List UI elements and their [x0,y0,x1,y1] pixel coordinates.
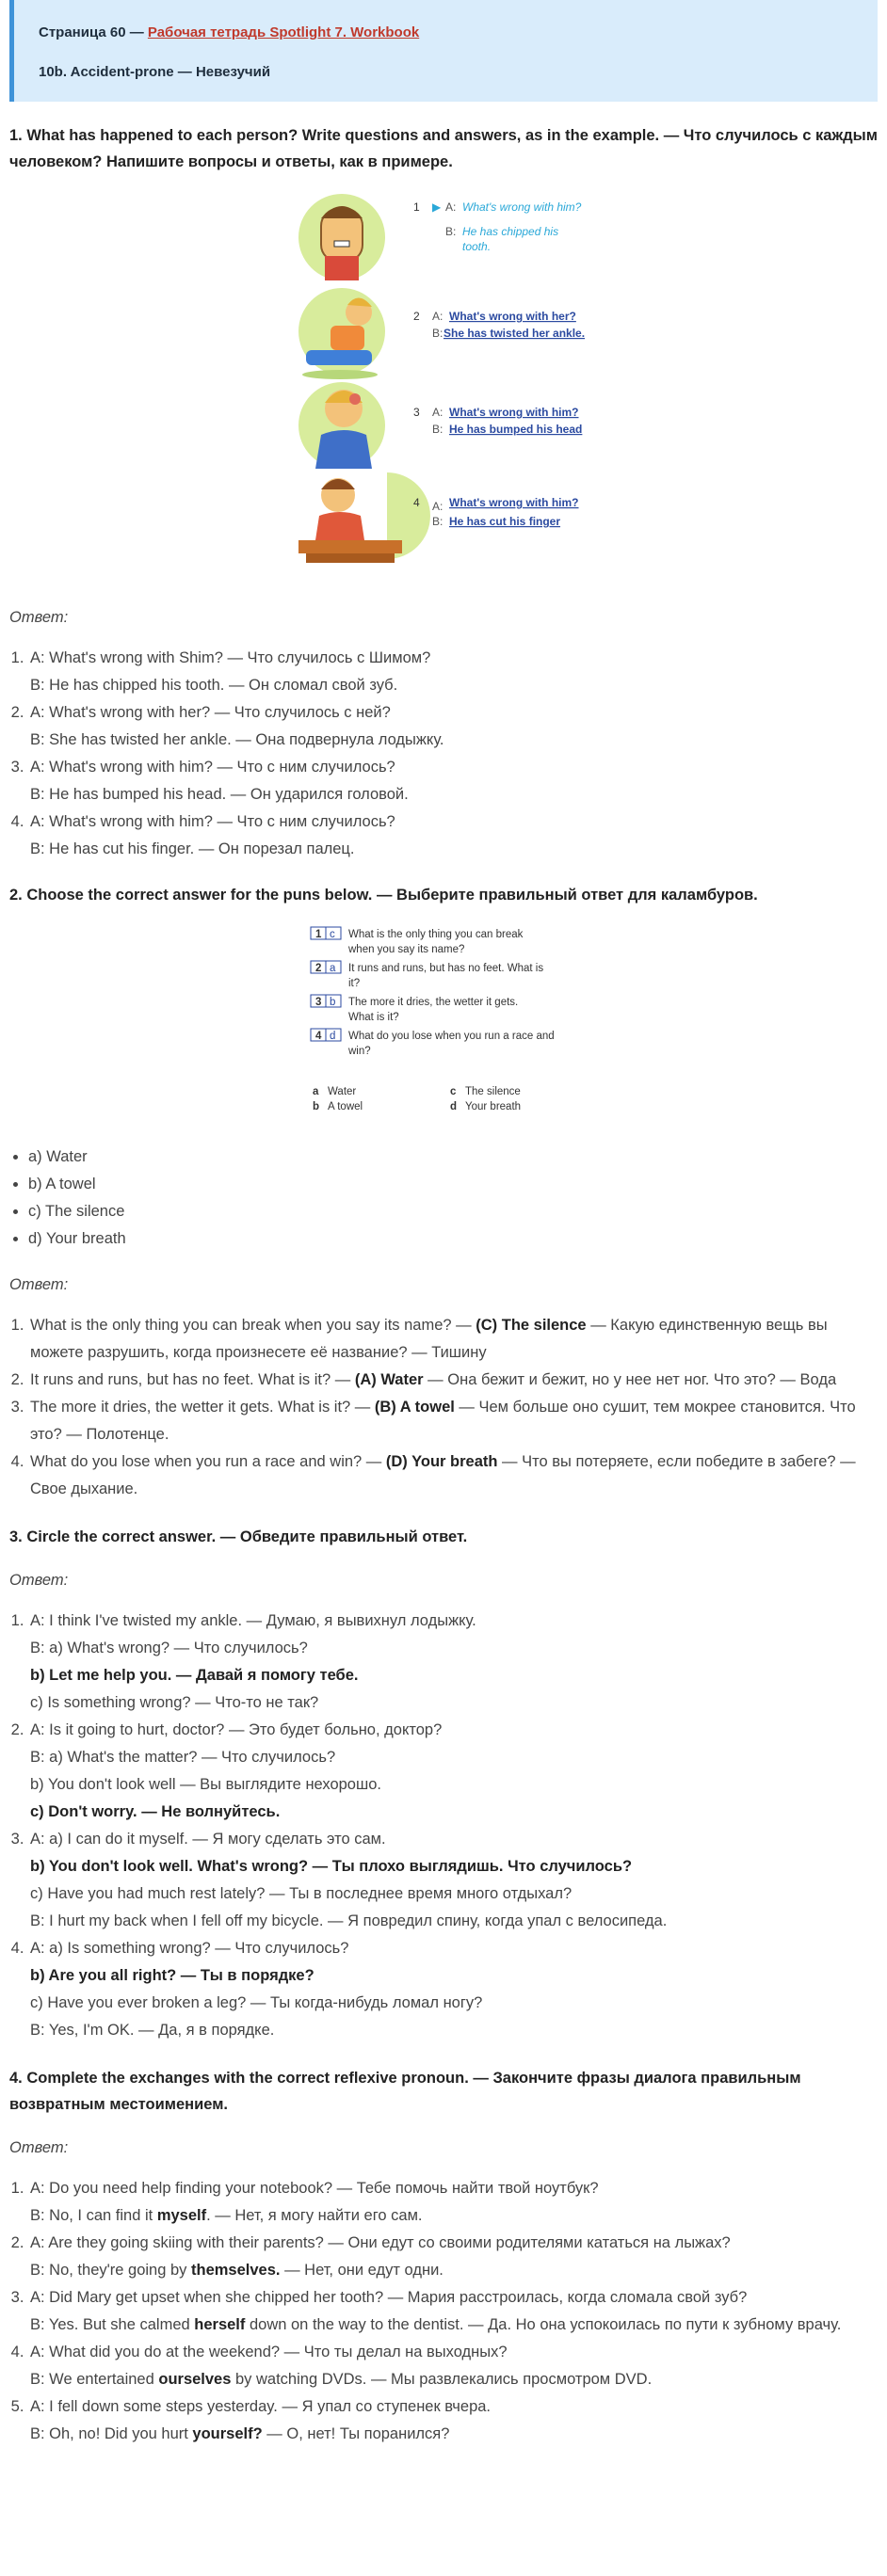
ex1-q4: What's wrong with him? [449,496,579,509]
pun-box-3 [311,995,341,1008]
page-header [9,0,878,102]
text-part: — Нет, они едут одни. [280,2262,444,2279]
section-title: 10b. Accident-prone — Невезучий [39,64,271,80]
page-number: Страница 60 — [39,24,148,40]
list-item [28,1367,878,1394]
list-item [28,1608,878,1717]
list-item: • d) Your breath [28,1225,878,1253]
ex1-arrow: ▶ [432,200,442,214]
dialog-line: B: a) What's wrong? — Что случилось? [30,1640,308,1656]
pun-1-line2: when you say its name? [348,944,465,955]
text-part: B: Oh, no! Did you hurt [30,2425,193,2442]
dialog-line [30,2257,878,2284]
translation-text: — Какую единственную вещь вы можете разрушить, когда произнесете её название? — Тишину [30,1317,828,1361]
list-item [28,2393,878,2448]
dialog-line: 2. A: Is it going to hurt, doctor? — Это будет больно, доктор? [30,1721,443,1738]
correct-answer-line: c) Don't worry. — Не волнуйтесь. [30,1803,281,1820]
dialog-line [30,2312,878,2339]
exercise-3-answer-label: Ответ: [9,1572,69,1589]
exercise-2-options [9,1144,878,1253]
dialog-line: B: a) What's the matter? — Что случилось? [30,1749,336,1766]
text-part: by watching DVDs. — Мы развлекались просмотром DVD. [231,2371,653,2388]
text-part: down on the way to the dentist. — Да. Но она успокоилась по пути к зубному врачу. [245,2316,842,2333]
ex1-num-3: 3 [413,406,420,419]
list-item [28,808,878,863]
list-item [28,1717,878,1826]
pun-box-2 [311,961,341,974]
ex1-a-label-3: A: [432,406,444,419]
reflexive-pronoun: themselves. [191,2262,281,2279]
ex1-q3: What's wrong with him? [449,406,579,419]
answer-line: 2. A: What's wrong with her? — Что случилось с ней? [30,704,391,721]
list-item [28,1935,878,2044]
ex1-num-2: 2 [413,310,420,323]
answer-text: (D) Your breath [385,1453,498,1470]
list-item [28,645,878,699]
exercise-3-title: 3. Circle the correct answer. — Обведите правильный ответ. [9,1528,468,1545]
list-item [28,1448,878,1503]
dialog-line: B: I hurt my back when I fell off my bicycle. — Я повредил спину, когда упал с велосипеда. [30,1912,668,1929]
box-number: 2 [315,963,322,974]
ex1-a1-line2: tooth. [462,240,492,253]
person-1-illustration [298,194,385,280]
pun-4-line2: win? [348,1046,371,1057]
exercise-1-answer-label: Ответ: [9,609,69,626]
person-2-illustration [298,288,385,379]
opt-a-letter: a [313,1086,319,1097]
dialog-line: b) You don't look well — Вы выглядите нехорошо. [30,1776,381,1793]
exercise-4-answer-label: Ответ: [9,2139,69,2156]
box-letter: b [330,997,336,1008]
dialog-line: 1. A: I think I've twisted my ankle. — Думаю, я вывихнул лодыжку. [30,1612,476,1629]
dialog-line: B: Yes, I'm OK. — Да, я в порядке. [30,2022,275,2039]
translation-text: — Что вы потеряете, если победите в забеге? — Свое дыхание. [30,1453,856,1497]
opt-b-text: A towel [328,1101,363,1112]
ex1-b-label-4: B: [432,515,444,528]
exercise-2-answers [9,1312,878,1503]
ex1-a1-line1: He has chipped his [462,225,559,238]
dialog-line [30,2366,878,2393]
ex1-a4: He has cut his finger [449,515,561,528]
exercise-4-answers [9,2175,878,2448]
correct-answer-line: b) Are you all right? — Ты в порядке? [30,1967,314,1984]
text-part: . — Нет, я могу найти его сам. [206,2207,423,2224]
ex1-b-label-3: B: [432,423,444,436]
person-3-illustration [298,382,385,469]
exercise-2-image [307,923,580,1130]
text-part: B: We entertained [30,2371,159,2388]
list-item [28,1826,878,1935]
answer-line: B: She has twisted her ankle. — Она подвернула лодыжку. [30,731,444,748]
exercise-1-answers [9,645,878,863]
dialog-line: 3. A: Did Mary get upset when she chipped her tooth? — Мария расстроилась, когда сломала свой зуб? [30,2289,748,2306]
question-text: It runs and runs, but has no feet. What is it? — [30,1371,355,1388]
list-item [28,2175,878,2230]
answer-line: B: He has chipped his tooth. — Он сломал свой зуб. [30,677,398,694]
box-letter: a [330,963,336,974]
ex1-q2: What's wrong with her? [449,310,576,323]
box-letter: c [330,929,335,940]
translation-text: — Она бежит и бежит, но у нее нет ног. Что это? — Вода [423,1371,837,1388]
pun-1-line1: What is the only thing you can break [348,929,524,940]
opt-d-text: Your breath [465,1101,522,1112]
box-number: 4 [315,1031,322,1042]
question-text: The more it dries, the wetter it gets. What is it? — [30,1399,375,1416]
ex1-num-1: 1 [413,200,420,214]
exercise-2-title: 2. Choose the correct answer for the puns below. — Выберите правильный ответ для каламбуров. [9,887,758,904]
box-number: 1 [315,929,322,940]
dialog-line [30,2421,878,2448]
opt-a-text: Water [328,1086,357,1097]
list-item [28,754,878,808]
exercise-3-answers [9,1608,878,2044]
workbook-link[interactable]: Рабочая тетрадь Spotlight 7. Workbook [147,24,420,40]
question-text: What is the only thing you can break when you say its name? — [30,1317,476,1334]
answer-line: B: He has bumped his head. — Он ударился головой. [30,786,409,803]
list-item: • c) The silence [28,1198,878,1225]
pun-4-line1: What do you lose when you run a race and [348,1031,555,1042]
ex1-b-label-1: B: [445,225,457,238]
ex1-b-label-2: B: [432,327,444,340]
text-part: B: No, I can find it [30,2207,157,2224]
pun-2-line1: It runs and runs, but has no feet. What is [348,963,544,974]
dialog-line: 3. A: a) I can do it myself. — Я могу сделать это сам. [30,1831,386,1848]
exercise-1-title: 1. What has happened to each person? Write questions and answers, as in the example. — Что случилось с каждым человеком? Напишите вопросы и ответы, как в примере. [9,127,878,170]
reflexive-pronoun: ourselves [158,2371,232,2388]
reflexive-pronoun: herself [194,2316,246,2333]
dialog-line: 1. A: Do you need help finding your notebook? — Тебе помочь найти твой ноутбук? [30,2180,599,2197]
answer-text: (A) Water [354,1371,424,1388]
list-item [28,2339,878,2393]
list-item [28,2230,878,2284]
list-item: • b) A towel [28,1171,878,1198]
exercise-4-title: 4. Complete the exchanges with the correct reflexive pronoun. — Закончите фразы диалога правильным возвратным местоимением. [9,2070,801,2113]
list-item [28,2284,878,2339]
answer-text: (B) A towel [374,1399,455,1416]
list-item: • a) Water [28,1144,878,1171]
opt-d-letter: d [450,1101,458,1112]
translation-text: — Чем больше оно сушит, тем мокрее становится. Что это? — Полотенце. [30,1399,856,1443]
question-text: What do you lose when you run a race and win? — [30,1453,386,1470]
correct-answer-line: b) Let me help you. — Давай я помогу тебе. [30,1667,359,1684]
reflexive-pronoun: yourself? [192,2425,263,2442]
opt-c-text: The silence [465,1086,521,1097]
list-item [28,1312,878,1367]
answer-line: 3. A: What's wrong with him? — Что с ним случилось? [30,759,395,776]
ex1-a-label-2: A: [432,310,444,323]
box-letter: d [330,1031,336,1042]
ex1-q1: What's wrong with him? [462,200,582,214]
pun-3-line1: The more it dries, the wetter it gets. [348,997,519,1008]
person-4-illustration [298,472,430,563]
pun-box-1 [311,927,341,940]
correct-answer-line: b) You don't look well. What's wrong? — Ты плохо выглядишь. Что случилось? [30,1858,633,1875]
ex1-num-4: 4 [413,496,420,509]
box-number: 3 [315,997,322,1008]
pun-box-4 [311,1029,341,1042]
answer-line: 4. A: What's wrong with him? — Что с ним случилось? [30,813,395,830]
answer-line: 1. A: What's wrong with Shim? — Что случилось с Шимом? [30,649,431,666]
dialog-line: c) Is something wrong? — Что-то не так? [30,1694,319,1711]
dialog-line: 4. A: a) Is something wrong? — Что случилось? [30,1940,349,1957]
answer-text: (C) The silence [476,1317,587,1334]
list-item [28,1394,878,1448]
text-part: — О, нет! Ты поранился? [262,2425,450,2442]
dialog-line: c) Have you had much rest lately? — Ты в последнее время много отдыхал? [30,1885,573,1902]
pun-2-line2: it? [348,978,361,989]
answer-line: B: He has cut his finger. — Он порезал палец. [30,840,355,857]
dialog-line [30,2202,878,2230]
opt-b-letter: b [313,1101,320,1112]
dialog-line: c) Have you ever broken a leg? — Ты когда-нибудь ломал ногу? [30,1994,483,2011]
ex1-a2: She has twisted her ankle. [444,327,586,340]
text-part: B: No, they're going by [30,2262,191,2279]
exercise-2-answer-label: Ответ: [9,1276,69,1293]
dialog-line: 5. A: I fell down some steps yesterday. — Я упал со ступенек вчера. [30,2398,492,2415]
ex1-a-label-1: A: [445,200,457,214]
reflexive-pronoun: myself [156,2207,207,2224]
ex1-a3: He has bumped his head [449,423,583,436]
dialog-line: 2. A: Are they going skiing with their parents? — Они едут со своими родителями кататься на лыжах? [30,2234,731,2251]
text-part: B: Yes. But she calmed [30,2316,195,2333]
dialog-line: 4. A: What did you do at the weekend? — Что ты делал на выходных? [30,2344,508,2360]
pun-3-line2: What is it? [348,1012,399,1023]
exercise-1-image [293,190,594,585]
ex1-a-label-4: A: [432,500,444,513]
list-item [28,699,878,754]
opt-c-letter: c [450,1086,457,1097]
